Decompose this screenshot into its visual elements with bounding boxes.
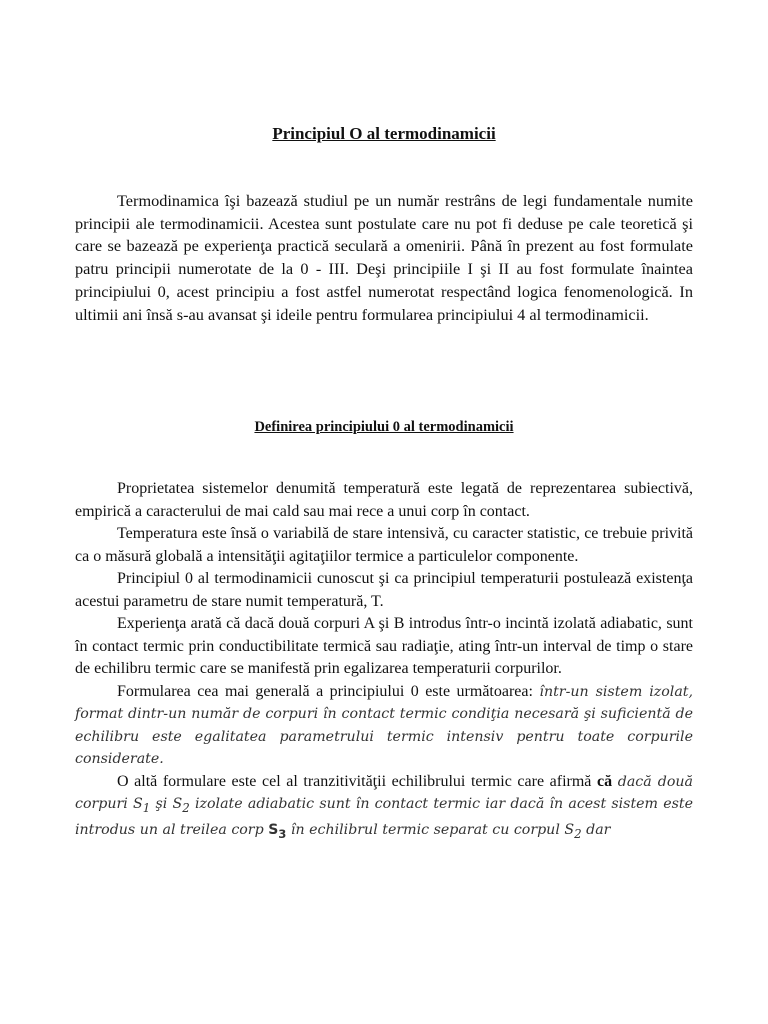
text-fragment: şi S bbox=[155, 796, 183, 812]
paragraph-6-lead: O altă formulare este cel al tranzitivităţii echilibrului termic care afirmă bbox=[117, 772, 592, 790]
intro-paragraph: Termodinamica îşi bazează studiul pe un număr restrâns de legi fundamentale numite principii ale termodinamicii. Acestea sunt postulate care nu pot fi deduse pe cale teoretică şi care se bazează pe experienţa practică seculară a omenirii. Până în prezent au fost formulate patru principii numerotate de la 0 - III. Deşi principiile I şi II au fost formulate înaintea principiului 0, acest principiu a fost astfel numerotat respectând logica fenomenologică. In ultimii ani însă s-au avansat şi ideile pentru formularea principiului 4 al termodinamicii. bbox=[75, 191, 693, 324]
paragraph-5-lead: Formularea cea mai generală a principiului 0 este următoarea: bbox=[117, 682, 533, 700]
paragraph-2: Temperatura este însă o variabilă de stare intensivă, cu caracter statistic, ce trebuie privită ca o măsură globală a intensităţii agitaţiilor termice a particulelor componente. bbox=[75, 525, 693, 565]
symbol-letter: S bbox=[268, 822, 279, 839]
subscript: 1 bbox=[142, 800, 151, 815]
paragraph-1: Proprietatea sistemelor denumită temperatură este legată de reprezentarea subiectivă, empirică a caracterului de mai cald sau mai rece a unui corp în contact. bbox=[75, 480, 693, 520]
subscript: 3 bbox=[278, 827, 287, 842]
paragraph-5 bbox=[75, 681, 693, 771]
subscript: 2 bbox=[574, 827, 582, 842]
symbol-s3 bbox=[268, 822, 287, 842]
text-fragment: izolate adiabatic sunt în contact termic iar dacă în acest sistem este introdus un al treilea corp bbox=[75, 796, 693, 839]
definition-section bbox=[75, 478, 693, 846]
intro-section bbox=[75, 190, 693, 326]
subscript: 2 bbox=[182, 800, 190, 815]
paragraph-4: Experienţa arată că dacă două corpuri A şi B introdus într-o incintă izolată adiabatic, sunt în contact termic prin conductibilitate termică sau radiaţie, ating într-un interval de timp o stare de echilibru termic care se manifestă prin egalizarea temperaturii corpurilor. bbox=[75, 615, 693, 677]
paragraph-6-ca: că bbox=[597, 772, 613, 790]
section-subtitle: Definirea principiului 0 al termodinamicii bbox=[254, 419, 514, 435]
page-title: Principiul O al termodinamicii bbox=[272, 124, 496, 143]
paragraph-5-statement: într-un sistem izolat, format dintr-un număr de corpuri în contact termic condiţia necesară şi suficientă de echilibru este egalitatea parametrului termic intensiv pentru toate corpurile considerate. bbox=[75, 683, 693, 767]
text-fragment: în echilibrul termic separat cu corpul S bbox=[290, 822, 575, 839]
text-fragment: dacă două corpuri S bbox=[75, 773, 694, 812]
paragraph-6 bbox=[75, 771, 693, 846]
paragraph-3: Principiul 0 al termodinamicii cunoscut şi ca principiul temperaturii postulează existenţa acestui parametru de stare numit temperatură, T. bbox=[75, 570, 693, 610]
text-fragment: dar bbox=[586, 822, 611, 839]
